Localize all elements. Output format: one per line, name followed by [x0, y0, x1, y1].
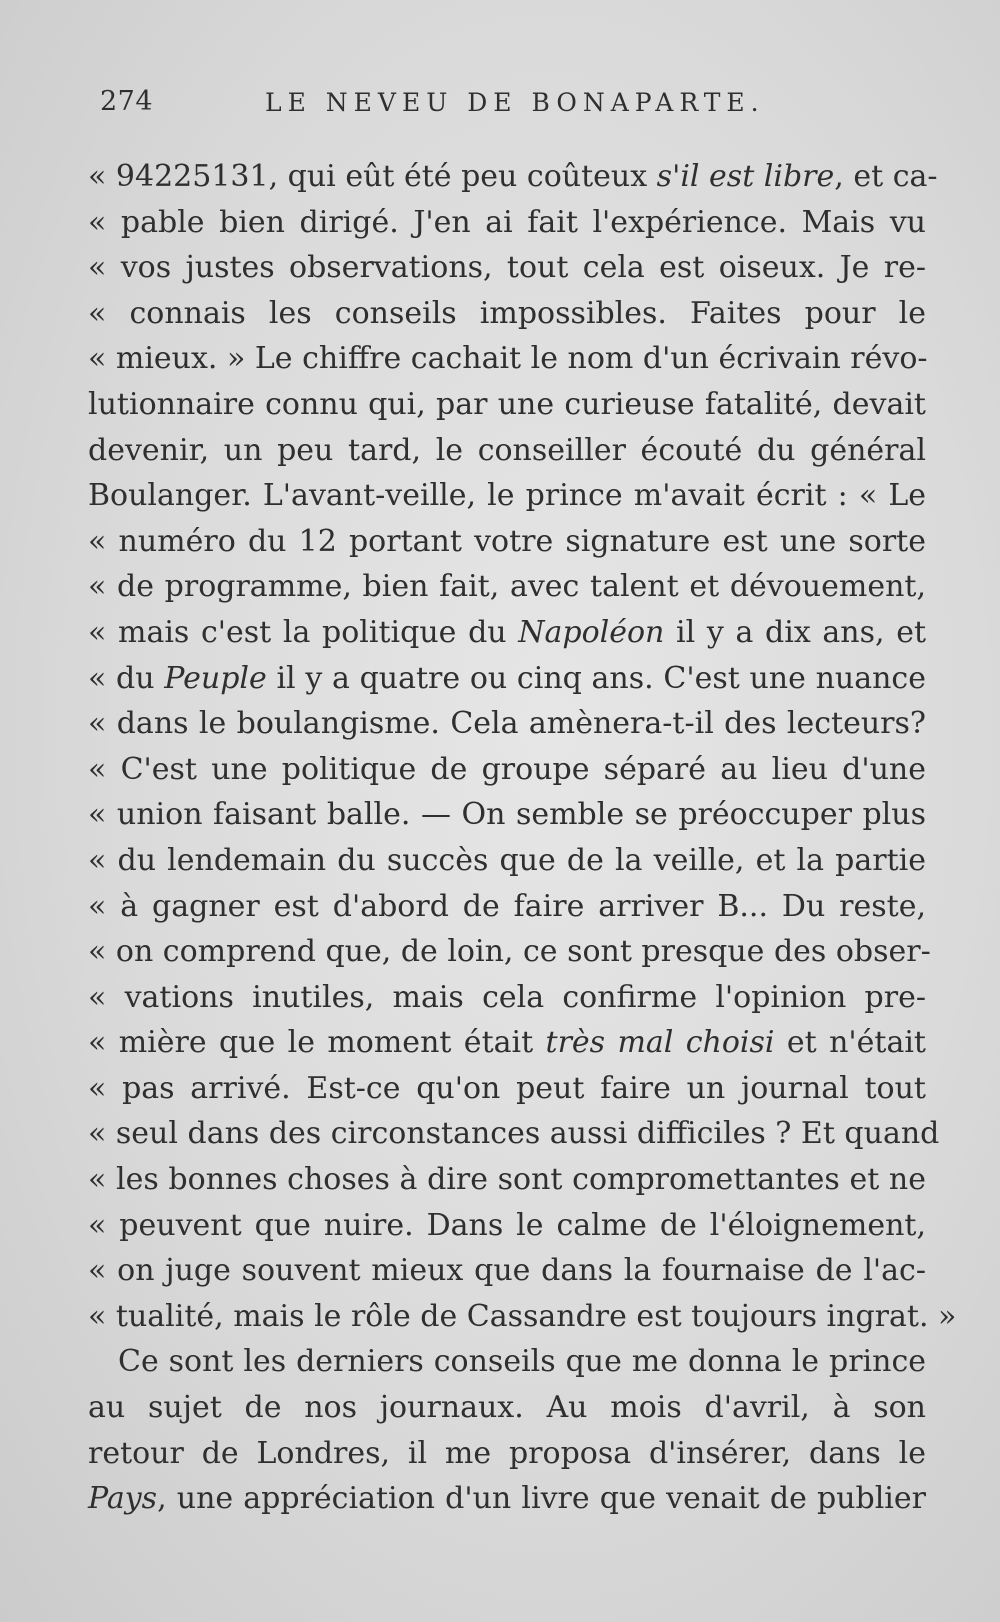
text-line: lutionnaire connu qui, par une curieuse fatalité, devait — [88, 386, 926, 422]
text-line: Pays, une appréciation d'un livre que venait de publier — [88, 1481, 926, 1517]
italic-phrase: très mal choisi — [545, 1025, 775, 1061]
text-line: Boulanger. L'avant-veille, le prince m'avait écrit : « Le — [88, 478, 926, 514]
text-line: au sujet de nos journaux. Au mois d'avril, à son — [88, 1390, 926, 1426]
text-line: « connais les conseils impossibles. Faites pour le — [88, 295, 926, 331]
page-number: 274 — [100, 86, 154, 117]
text-line: « vos justes observations, tout cela est oiseux. Je re- — [88, 250, 926, 286]
running-title: LE NEVEU DE BONAPARTE. — [265, 88, 765, 117]
text-line: « du Peuple il y a quatre ou cinq ans. C'est une nuance — [88, 660, 926, 696]
text-line: « les bonnes choses à dire sont compromettantes et ne — [88, 1162, 926, 1198]
text-line: « mais c'est la politique du Napoléon il y a dix ans, et — [88, 614, 926, 650]
paragraph-first-line: Ce sont les derniers conseils que me donna le prince — [118, 1344, 926, 1380]
italic-phrase: Napoléon — [518, 614, 665, 650]
text-line: « de programme, bien fait, avec talent et dévouement, — [88, 569, 926, 605]
text-line: « pable bien dirigé. J'en ai fait l'expérience. Mais vu — [88, 204, 926, 240]
text-line: « dans le boulangisme. Cela amènera-t-il des lecteurs? — [88, 706, 926, 742]
running-head — [100, 86, 930, 126]
text-line: retour de Londres, il me proposa d'insérer, dans le — [88, 1435, 926, 1471]
text-line: « 94225131, qui eût été peu coûteux s'il est libre, et ca- — [88, 159, 938, 194]
text-line: « C'est une politique de groupe séparé au lieu d'une — [88, 751, 926, 787]
text-line: « on comprend que, de loin, ce sont presque des obser- — [88, 934, 931, 970]
text-line: devenir, un peu tard, le conseiller écouté du général — [88, 432, 926, 468]
text-line: « pas arrivé. Est-ce qu'on peut faire un journal tout — [88, 1070, 926, 1106]
text-line: « on juge souvent mieux que dans la fournaise de l'ac- — [88, 1253, 926, 1289]
text-line: « du lendemain du succès que de la veille, et la partie — [88, 842, 926, 878]
text-line: « à gagner est d'abord de faire arriver B... Du reste, — [88, 888, 926, 924]
italic-phrase: Pays — [88, 1481, 158, 1517]
text-line: « numéro du 12 portant votre signature est une sorte — [88, 523, 926, 559]
text-line: « seul dans des circonstances aussi difficiles ? Et quand — [88, 1116, 940, 1152]
text-line: « mieux. » Le chiffre cachait le nom d'un écrivain révo- — [88, 341, 928, 377]
italic-phrase: Peuple — [164, 660, 267, 696]
text-line: « union faisant balle. — On semble se préoccuper plus — [88, 797, 926, 833]
text-body — [88, 154, 957, 1522]
text-line: « mière que le moment était très mal choisi et n'était — [88, 1025, 926, 1061]
italic-phrase: s'il est libre — [656, 159, 835, 194]
text-line: « vations inutiles, mais cela confirme l'opinion pre- — [88, 979, 926, 1015]
text-line: « peuvent que nuire. Dans le calme de l'éloignement, — [88, 1207, 926, 1243]
text-line: « tualité, mais le rôle de Cassandre est toujours ingrat. » — [88, 1298, 957, 1334]
